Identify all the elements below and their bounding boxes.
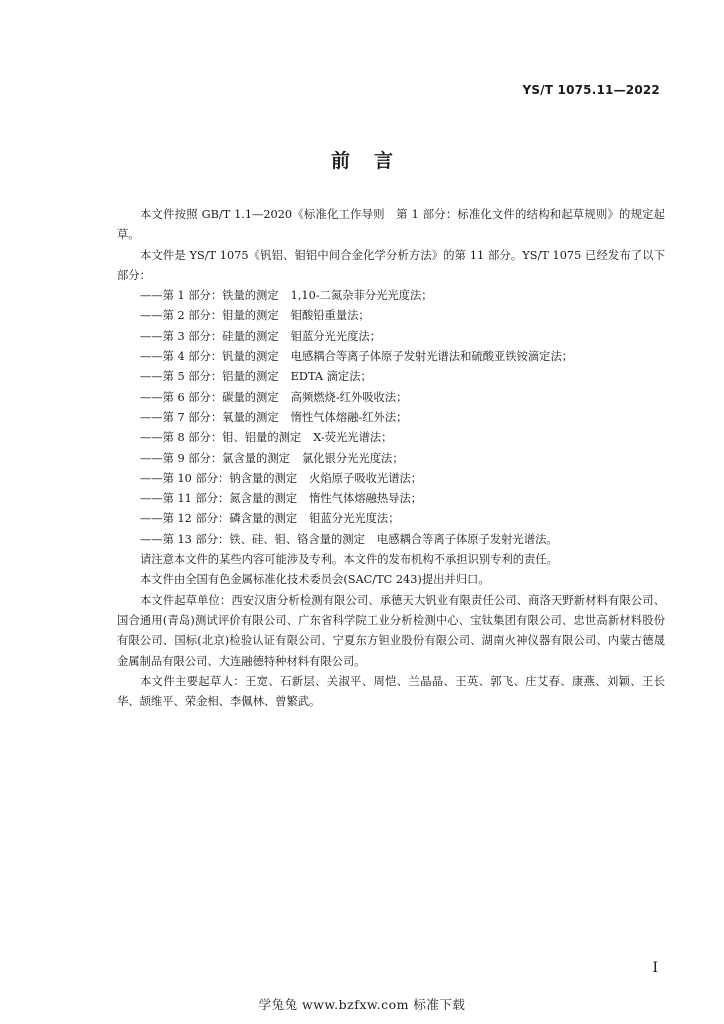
part-label: ——第 6 部分：碳量的测定 [140, 390, 279, 404]
part-method: 电感耦合等离子体原子发射光谱法。 [376, 532, 558, 546]
proposer-paragraph: 本文件由全国有色金属标准化技术委员会(SAC/TC 243)提出并归口。 [140, 573, 490, 587]
part-method: 电感耦合等离子体原子发射光谱法和硫酸亚铁铵滴定法； [290, 350, 574, 364]
part-label: ——第 11 部分：氮含量的测定 [140, 492, 298, 506]
part-method: EDTA 滴定法； [290, 370, 372, 384]
list-item [117, 530, 665, 550]
series-intro-paragraph: 本文件是 YS/T 1075《钒铝、钼铝中间合金化学分析方法》的第 11 部分。YS/T 1075 已经发布了以下部分： [117, 248, 665, 282]
list-item [117, 306, 665, 326]
page-title: 前言 [330, 150, 417, 172]
part-method: 钼酸铅重量法； [290, 309, 370, 323]
part-label: ——第 12 部分：磷含量的测定 [140, 512, 298, 526]
patent-notice-paragraph: 请注意本文件的某些内容可能涉及专利。本文件的发布机构不承担识别专利的责任。 [140, 553, 558, 567]
part-label: ——第 1 部分：铁量的测定 [140, 289, 279, 303]
part-method: X-荧光光谱法； [313, 431, 393, 445]
list-item [117, 489, 665, 509]
part-label: ——第 10 部分：钠含量的测定 [140, 471, 298, 485]
part-label: ——第 3 部分：硅量的测定 [140, 329, 279, 343]
part-method: 火焰原子吸收光谱法； [309, 471, 423, 485]
drafting-rules-paragraph: 本文件按照 GB/T 1.1—2020《标准化工作导则 第 1 部分：标准化文件的结构和起草规则》的规定起草。 [117, 208, 665, 242]
part-method: 高频燃烧-红外吸收法； [290, 390, 408, 404]
footer-watermark: 学兔兔 www.bzfxw.com 标准下载 [258, 997, 466, 1012]
part-method: 惰性气体熔融-红外法； [290, 410, 408, 424]
part-label: ——第 9 部分：氯含量的测定 [140, 451, 290, 465]
list-item [117, 428, 665, 448]
list-item [117, 367, 665, 387]
part-label: ——第 2 部分：钼量的测定 [140, 309, 279, 323]
part-label: ——第 13 部分：铁、硅、钼、铬含量的测定 [140, 532, 365, 546]
part-method: 1,10-二氮杂菲分光光度法； [290, 289, 433, 303]
part-method: 氯化银分光光度法； [301, 451, 404, 465]
part-method: 惰性气体熔融热导法； [309, 492, 423, 506]
part-method: 钼蓝分光光度法； [309, 512, 400, 526]
list-item [117, 286, 665, 306]
part-label: ——第 4 部分：钒量的测定 [140, 350, 279, 364]
part-method: 钼蓝分光光度法； [290, 329, 382, 343]
foreword-body [117, 205, 665, 712]
list-item [117, 408, 665, 428]
part-label: ——第 7 部分：氧量的测定 [140, 410, 279, 424]
drafters-paragraph: 本文件主要起草人：王宽、石新层、关淑平、周恺、兰晶晶、王英、郭飞、庄艾春、康燕、刘颖、王长华、颉维平、荣金相、李佩林、曾繁武。 [117, 674, 665, 709]
list-item [117, 388, 665, 408]
parts-list [117, 286, 665, 550]
page-number: I [652, 960, 658, 976]
list-item [117, 469, 665, 489]
part-label: ——第 8 部分：钼、铝量的测定 [140, 431, 302, 445]
list-item [117, 509, 665, 529]
standard-code: YS/T 1075.11—2022 [522, 83, 660, 97]
list-item [117, 327, 665, 347]
drafting-units-paragraph: 本文件起草单位：西安汉唐分析检测有限公司、承德天大钒业有限责任公司、商洛天野新材料有限公司、国合通用(青岛)测试评价有限公司、广东省科学院工业分析检测中心、宝钛集团有限公司、忠世高新材料股份有限公司、国标(北京)检验认证有限公司、宁夏东方钽业股份有限公司、湖南火神仪器有限公司、内蒙古德晟金属制品有限公司、大连融德特种材料有限公司。 [117, 593, 665, 668]
list-item [117, 347, 665, 367]
part-label: ——第 5 部分：铝量的测定 [140, 370, 279, 384]
list-item [117, 449, 665, 469]
